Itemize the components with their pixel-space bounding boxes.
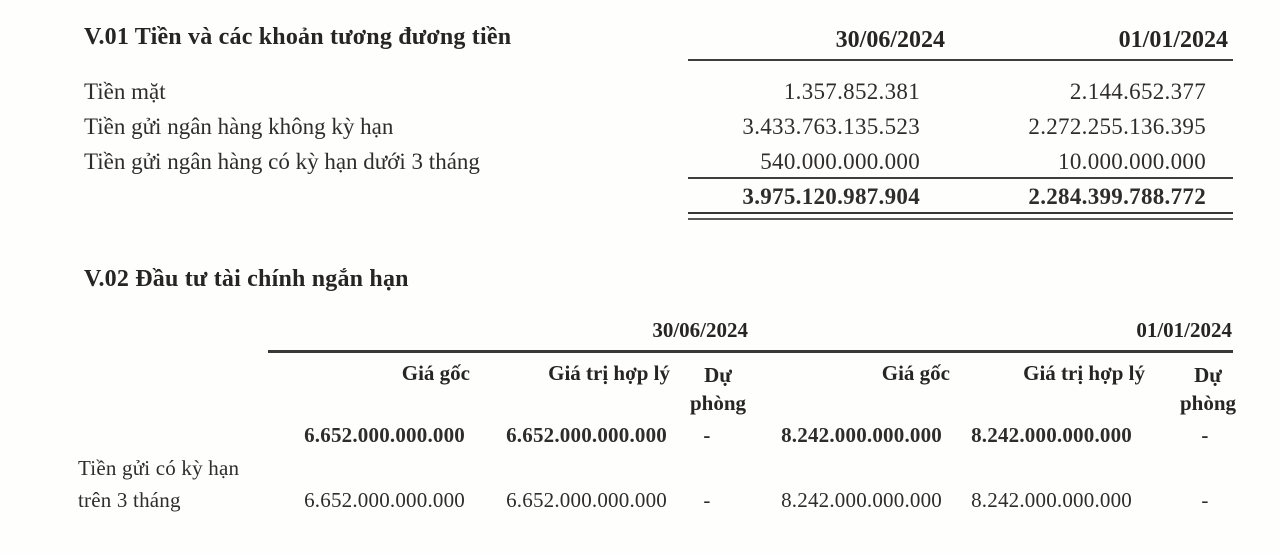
v02-detail-fairvalue-current: 6.652.000.000.000 <box>506 488 667 512</box>
v01-row-value-current: 1.357.852.381 <box>783 79 920 104</box>
v01-row-value-current: 3.433.763.135.523 <box>742 114 920 139</box>
v02-summary-provision-prior: - <box>1201 423 1209 447</box>
v02-detail-provision-current: - <box>703 488 711 512</box>
v01-header-rule <box>688 59 1233 61</box>
v02-section-title: V.02 Đầu tư tài chính ngắn hạn <box>84 266 409 292</box>
v02-detail-label-line2: trên 3 tháng <box>78 488 181 512</box>
v02-header-rule <box>268 350 1233 353</box>
v02-period-header-01-01-2024: 01/01/2024 <box>1136 318 1232 342</box>
v02-subheader-fairvalue-prior: Giá trị hợp lý <box>1023 361 1145 385</box>
v02-subheader-provision-current: Dự phòng <box>689 363 747 415</box>
v01-row-value-prior: 2.272.255.136.395 <box>1028 114 1206 139</box>
v01-section-title: V.01 Tiền và các khoản tương đương tiền <box>84 24 512 50</box>
v01-row-value-prior: 2.144.652.377 <box>1069 79 1206 104</box>
v02-subheader-cost-prior: Giá gốc <box>881 361 950 385</box>
v01-row-value-prior: 10.000.000.000 <box>1058 149 1206 174</box>
v01-total-top-rule <box>688 177 1233 179</box>
v02-detail-label-line1: Tiền gửi có kỳ hạn <box>78 456 240 480</box>
v02-summary-fairvalue-current: 6.652.000.000.000 <box>506 423 667 447</box>
v01-row-label: Tiền mặt <box>84 79 166 104</box>
v01-total-bottom-rule <box>688 212 1233 220</box>
v01-column-header-01-01-2024: 01/01/2024 <box>1118 27 1228 53</box>
v02-subheader-cost-current: Giá gốc <box>401 361 470 385</box>
v02-summary-cost-prior: 8.242.000.000.000 <box>781 423 942 447</box>
v02-subheader-provision-prior: Dự phòng <box>1179 363 1237 415</box>
v01-total-value-prior: 2.284.399.788.772 <box>1028 184 1206 209</box>
v02-summary-cost-current: 6.652.000.000.000 <box>304 423 465 447</box>
v01-row-value-current: 540.000.000.000 <box>760 149 920 174</box>
v02-summary-fairvalue-prior: 8.242.000.000.000 <box>971 423 1132 447</box>
v02-detail-provision-prior: - <box>1201 488 1209 512</box>
v02-detail-cost-current: 6.652.000.000.000 <box>304 488 465 512</box>
v01-row-label: Tiền gửi ngân hàng không kỳ hạn <box>84 114 394 139</box>
v02-detail-cost-prior: 8.242.000.000.000 <box>781 488 942 512</box>
v02-subheader-fairvalue-current: Giá trị hợp lý <box>548 361 670 385</box>
v02-summary-provision-current: - <box>703 423 711 447</box>
v02-detail-fairvalue-prior: 8.242.000.000.000 <box>971 488 1132 512</box>
v01-column-header-30-06-2024: 30/06/2024 <box>835 27 945 53</box>
v02-period-header-30-06-2024: 30/06/2024 <box>652 318 748 342</box>
v01-total-value-current: 3.975.120.987.904 <box>742 184 920 209</box>
v01-row-label: Tiền gửi ngân hàng có kỳ hạn dưới 3 tháng <box>84 149 480 174</box>
